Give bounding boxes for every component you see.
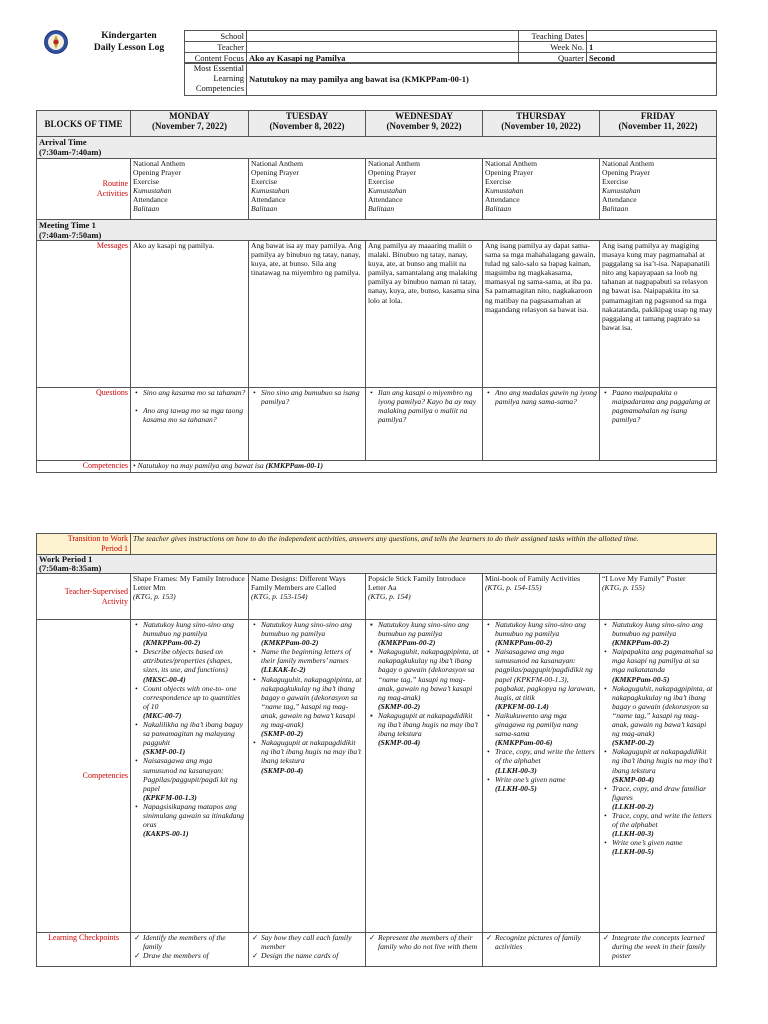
competency-item <box>612 684 714 748</box>
activity-monday <box>131 574 249 620</box>
routine-item: Kumustahan <box>602 186 641 196</box>
competency-text: Natutukoy kung sino-sino ang bumubuo ng pamilya <box>612 620 703 639</box>
competency-item <box>143 756 246 801</box>
competency-text: Write one’s given name <box>495 774 566 784</box>
mel-label-1: Most Essential <box>193 63 244 73</box>
message-tuesday: Ang bawat isa ay may pamilya. Ang pamilya ay binubuo ng tatay, nanay, kuya, ate, at bunso. Sila ang tinatawag na miyembro ng pamilya. <box>249 241 366 388</box>
competency-text: Trace, copy, and write the letters of the alphabet <box>612 810 712 830</box>
competency-item <box>495 647 597 711</box>
competency-item <box>378 620 480 647</box>
competency-text: Trace, copy, and draw familiar figures <box>612 783 707 802</box>
activity-friday <box>600 574 717 620</box>
routine-cell-tuesday <box>249 159 366 220</box>
day-header-monday <box>131 111 249 137</box>
competency-list <box>133 620 246 838</box>
activity-ref: (KTG, p. 153-154) <box>251 592 308 602</box>
competency-text: Trace, copy, and write the letters of the alphabet <box>495 747 595 766</box>
mel-label-2: Learning <box>213 73 244 83</box>
teacher-value <box>247 42 519 53</box>
day-name: MONDAY <box>169 111 210 121</box>
header-table-left <box>184 30 519 64</box>
question-item: • Ilan ang kasapi o miyembro ng iyong pamilya? Kayo ba ay may malaking pamilya o maliit na pamilya? <box>378 388 480 424</box>
competency-code: (SKMP-00-2) <box>378 701 421 711</box>
competency-item <box>612 647 714 683</box>
competency-text: Napagsisikapang matapos ang sinimulang gawain sa itinakdang oras <box>143 801 245 830</box>
competency-code: (SKMP-00-2) <box>261 729 304 739</box>
routine-item: Kumustahan <box>133 186 172 196</box>
competency-text: Naisasagawa ang mga sumusunod na kasanayan: pagpilas/paggupit/pagdidikit ng papel (KPKFM-00-1.3), pagbakat, pagkopya ng larawan, hugis, at titik <box>495 647 596 702</box>
work-time: (7:50am-8:35am) <box>39 563 102 573</box>
competency-code: (KMKPPam-00-5) <box>612 674 670 684</box>
tsa-label-2: Activity <box>101 596 128 606</box>
competency-code: (SKMP-00-4) <box>378 738 421 748</box>
activity-thursday <box>483 574 600 620</box>
activity-ref: (KTG, p. 153) <box>133 592 176 602</box>
title-line-1: Kindergarten <box>101 31 157 41</box>
routine-item: Attendance <box>251 195 286 205</box>
routine-cell-monday <box>131 159 249 220</box>
routine-item: Attendance <box>602 195 637 205</box>
checkpoint-item: ✓ Identify the members of the family <box>143 933 246 951</box>
competency-list <box>602 620 714 856</box>
routine-item: Balitaan <box>485 204 512 214</box>
week-no-label: Week No. <box>519 42 587 53</box>
competency-all-days: • Natutukoy na may pamilya ang bawat isa (KMKPPam-00-1) <box>131 461 717 473</box>
competency-code: (KMKPPam-00-6) <box>495 738 553 748</box>
routine-cell-wednesday <box>366 159 483 220</box>
competency-text: Nakagugupit at nakapagdidikit ng iba’t ibang hugis na may iba’t ibang tekstura <box>378 710 478 739</box>
activity-ref: (KTG, p. 154) <box>368 592 411 602</box>
competency-list <box>251 620 363 775</box>
activity-title: Name Designs: Different Ways Family Members are Called <box>251 574 346 593</box>
mel-label <box>185 63 247 96</box>
routine-label-2: Activities <box>96 189 128 198</box>
checkpoints-tuesday <box>249 933 366 967</box>
question-item: • Ano ang madalas gawin ng iyong pamilya nang sama-sama? <box>495 388 597 406</box>
routine-item: Attendance <box>368 195 403 205</box>
routine-item: National Anthem <box>602 159 655 168</box>
activity-title: Shape Frames: My Family Introduce Letter Mm <box>133 574 245 593</box>
competency-code: (SKMP-00-4) <box>261 765 304 775</box>
competency-code: (SKMP-00-4) <box>612 774 655 784</box>
page2-main-table <box>36 533 717 967</box>
routine-item: National Anthem <box>133 159 186 168</box>
competency-code: (KMKPPam-00-2) <box>261 638 319 648</box>
competency-item <box>495 620 597 647</box>
routine-item: Kumustahan <box>251 186 290 196</box>
checkpoint-item: ✓ Draw the members of <box>143 951 246 960</box>
routine-item: Opening Prayer <box>133 168 181 178</box>
competency-item <box>495 775 597 793</box>
competency-text: Nakagugupit at nakapagdidikit ng iba’t ibang hugis na may iba’t ibang tekstura <box>261 738 361 766</box>
competency-item <box>612 811 714 838</box>
competency-code: (KPKFM-00-1.4) <box>495 701 549 711</box>
transition-text: The teacher gives instructions on how to do the independent activities, answers any questions, and tells the learners to do their assigned tasks within the allotted time. <box>131 534 717 555</box>
tsa-label <box>37 574 131 620</box>
day-header-thursday <box>483 111 600 137</box>
teacher-label: Teacher <box>185 42 247 53</box>
meeting-time: (7:40am-7:50am) <box>39 230 102 240</box>
mel-label-3: Competencies <box>195 83 244 93</box>
message-friday: Ang isang pamilya ay magiging masaya kung may pagmamahal at paggalang sa isa’t-isa. Napapanatili nito ang kapayapaan sa loob ng tahanan at nagpapabuti sa relasyon ng bawat isa. Naipapakita ito sa pamamagitan ng pagsunod sa mga nakatatanda, pakikipag usap ng may paggalang at tamang pagtrato sa bawat isa. <box>600 241 717 388</box>
competency-item <box>612 747 714 783</box>
routine-label-1: Routine <box>102 179 128 188</box>
competency-code: (KMKPPam-00-1) <box>265 461 323 470</box>
questions-wednesday <box>366 388 483 461</box>
message-thursday: Ang isang pamilya ay dapat sama-sama sa mga mahahalagang gawain, tulad ng salo-salo sa hapag kainan, magsimba ng magkakasama, mamasyal ng sama-sama, at iba pa. Sa pamamagitan nito, nagkakaroon ng matibay na pagsasamahan at magandang relasyon sa bawat isa. <box>483 241 600 388</box>
teaching-dates-value <box>587 31 717 42</box>
activity-title: Mini-book of Family Activities <box>485 574 581 583</box>
competency-code: (LLKH-00-3) <box>495 765 537 775</box>
questions-monday <box>131 388 249 461</box>
competencies-tuesday <box>249 620 366 933</box>
competency-list <box>368 620 480 747</box>
competency-code: (KPKFM-00-1.3) <box>143 792 197 802</box>
activity-ref: (KTG, p. 155) <box>602 583 645 593</box>
checkpoint-item: ✓ Recognize pictures of family activities <box>495 933 597 951</box>
competency-code: (KAKPS-00-1) <box>143 829 189 839</box>
title-line-2: Daily Lesson Log <box>93 43 165 53</box>
activity-wednesday <box>366 574 483 620</box>
competency-item <box>612 838 714 856</box>
competency-item <box>261 647 363 674</box>
competency-code: (MKC-00-7) <box>143 710 182 720</box>
competency-item <box>143 720 246 756</box>
competency-code: (MKSC-00-4) <box>143 674 186 684</box>
checkpoint-item: ✓ Design the name cards of <box>261 951 363 960</box>
competency-code: (LLKH-00-5) <box>612 847 654 857</box>
meeting-time-row <box>37 220 717 241</box>
questions-tuesday <box>249 388 366 461</box>
arrival-time: (7:30am-7:40am) <box>39 147 102 157</box>
routine-cell-friday <box>600 159 717 220</box>
competency-item <box>495 711 597 747</box>
routine-item: Exercise <box>485 177 512 187</box>
day-header-wednesday <box>366 111 483 137</box>
competency-item <box>143 620 246 647</box>
message-wednesday: Ang pamilya ay maaaring maliit o malaki. Binubuo ng tatay, nanay, kuya, ate, at bunso ang maliit na pamilya, samantalang ang malaking pamilya ay binubuo naman ni tatay, nanay, kuya, ate, bunso, kasama sina lolo at lola. <box>366 241 483 388</box>
competency-item <box>143 647 246 683</box>
questions-friday <box>600 388 717 461</box>
question-item: • Sino sino ang bumubuo sa isang pamilya? <box>261 388 363 406</box>
routine-item: Exercise <box>133 177 160 187</box>
competencies-thursday <box>483 620 600 933</box>
routine-item: Kumustahan <box>368 186 407 196</box>
day-name: TUESDAY <box>285 111 329 121</box>
work-title: Work Period 1 <box>39 554 93 564</box>
competency-code: (LLKAK-Ic-2) <box>261 665 306 675</box>
quarter-label: Quarter <box>519 53 587 64</box>
competency-text: Name the beginning letters of their family members’ names <box>261 647 351 666</box>
competency-item <box>261 620 363 647</box>
mel-table <box>184 62 717 96</box>
routine-item: Attendance <box>485 195 520 205</box>
routine-item: Balitaan <box>251 204 278 214</box>
competency-code: (LLKH-00-3) <box>612 829 654 839</box>
competency-text: Natutukoy kung sino-sino ang bumubuo ng pamilya <box>378 620 469 639</box>
content-focus-value: Ako ay Kasapi ng Pamilya <box>247 53 519 64</box>
day-date: (November 11, 2022) <box>618 121 698 131</box>
competency-text: Nakalilikha ng iba’t ibang bagay sa pamamagitan ng malayang pagguhit <box>143 720 243 748</box>
competency-text: Naipapakita ang pagmamahal sa mga kasapi ng pamilya at sa mga nakatatanda <box>612 647 714 675</box>
competency-code: (LLKH-00-5) <box>495 783 537 793</box>
competency-item <box>378 711 480 747</box>
activity-tuesday <box>249 574 366 620</box>
routine-item: Opening Prayer <box>368 168 416 178</box>
competency-text: Nakaguguhit, nakapagpipinta, at nakapagkukulay ng iba’t ibang bagay o gawain (dekorasyon sa “name tag,” kasapi ng mag-anak, gawain ng bawa’t kasapi ng mag-anak) <box>612 683 713 739</box>
routine-item: Exercise <box>368 177 395 187</box>
competencies-monday <box>131 620 249 933</box>
week-no-value: 1 <box>587 42 717 53</box>
competency-text: Nakaguguhit, nakapagpipinta, at nakapagkukulay ng iba’t ibang bagay o gawain (dekorasyon sa “name tag,” kasapi ng mag-anak, gawain ng bawa’t kasapi ng mag-anak) <box>261 674 362 730</box>
routine-item: National Anthem <box>485 159 538 168</box>
routine-item: Exercise <box>251 177 278 187</box>
messages-label: Messages <box>37 241 131 388</box>
transition-label-1: Transition to Work <box>67 534 128 543</box>
tsa-label-1: Teacher-Supervised <box>64 586 128 596</box>
day-name: THURSDAY <box>516 111 566 121</box>
competencies-label: Competencies <box>37 461 131 473</box>
checkpoint-item: ✓ Say how they call each family member <box>261 933 363 951</box>
competency-code: (KMKPPam-00-2) <box>495 638 553 648</box>
competency-text: Write one’s given name <box>612 838 683 848</box>
competency-item <box>612 784 714 811</box>
checkpoints-friday <box>600 933 717 967</box>
blocks-of-time-header: BLOCKS OF TIME <box>37 111 131 137</box>
competency-code: (SKMP-00-1) <box>143 747 186 757</box>
competency-text: Count objects with one-to- one correspondence up to quantities of 10 <box>143 683 241 711</box>
competency-text: Nakagugupit at nakapagdidikit ng iba’t ibang hugis na may iba’t ibang tekstura <box>612 747 712 775</box>
competency-text: Nakaguguhit, nakapagpipinta, at nakapagkukulay ng iba’t ibang bagay o gawain (dekorasyon sa “name tag,” kasapi ng mag-anak, gawain ng bawa’t kasapi ng mag-anak) <box>378 647 479 702</box>
meeting-title: Meeting Time 1 <box>39 220 96 230</box>
competency-list <box>485 620 597 793</box>
routine-item: Opening Prayer <box>485 168 533 178</box>
competency-item <box>143 802 246 838</box>
competency-text: Describe objects based on attributes/properties (shapes, sizes, its use, and functions) <box>143 647 233 675</box>
routine-item: National Anthem <box>368 159 421 168</box>
work-period-row <box>37 555 717 574</box>
day-name: WEDNESDAY <box>395 111 453 121</box>
competency-code: (LLKH-00-2) <box>612 801 654 811</box>
competency-text: Natutukoy kung sino-sino ang bumubuo ng pamilya <box>261 620 352 639</box>
competency-code: (KMKPPam-00-2) <box>378 638 436 648</box>
day-header-tuesday <box>249 111 366 137</box>
question-item: • Ano ang tawag mo sa mga taong kasama mo sa tahanan? <box>143 406 246 424</box>
day-date: (November 9, 2022) <box>386 121 462 131</box>
checkpoint-item: ✓ Integrate the concepts learned during the week in their family poster <box>612 933 714 960</box>
competency-code: (SKMP-00-2) <box>612 738 655 748</box>
transition-label <box>37 534 131 555</box>
competency-text: Natutukoy na may pamilya ang bawat isa <box>137 461 264 470</box>
routine-label <box>37 159 131 220</box>
competency-item <box>495 747 597 774</box>
checkpoints-monday <box>131 933 249 967</box>
school-value <box>247 31 519 42</box>
checkpoints-thursday <box>483 933 600 967</box>
transition-label-2: Period 1 <box>101 544 128 553</box>
competency-code: (KMKPPam-00-2) <box>143 638 201 648</box>
questions-thursday <box>483 388 600 461</box>
competency-item <box>143 684 246 720</box>
school-label: School <box>185 31 247 42</box>
document-title <box>74 30 184 54</box>
arrival-title: Arrival Time <box>39 137 87 147</box>
competency-item <box>261 738 363 774</box>
p2-competencies-label: Competencies <box>37 620 131 933</box>
checkpoints-label: Learning Checkpoints <box>37 933 131 967</box>
page1-main-table <box>36 110 717 473</box>
checkpoint-item: ✓ Represent the members of their family who do not live with them <box>378 933 480 951</box>
competency-text: Natutukoy kung sino-sino ang bumubuo ng pamilya <box>495 620 586 639</box>
competency-code: (KMKPPam-00-2) <box>612 638 670 648</box>
routine-item: National Anthem <box>251 159 304 168</box>
routine-item: Kumustahan <box>485 186 524 196</box>
activity-title: “I Love My Family” Poster <box>602 574 686 583</box>
competency-text: Natutukoy kung sino-sino ang bumubuo ng pamilya <box>143 620 234 639</box>
quarter-value: Second <box>587 53 717 64</box>
day-header-friday <box>600 111 717 137</box>
routine-item: Opening Prayer <box>251 168 299 178</box>
questions-label: Questions <box>37 388 131 461</box>
competency-item <box>378 647 480 711</box>
routine-item: Opening Prayer <box>602 168 650 178</box>
arrival-time-row <box>37 137 717 159</box>
competencies-wednesday <box>366 620 483 933</box>
routine-item: Balitaan <box>602 204 629 214</box>
competency-text: Naikukuwento ang mga ginagawa ng pamilya nang sama-sama <box>495 710 578 739</box>
routine-item: Attendance <box>133 195 168 205</box>
message-monday: Ako ay kasapi ng pamilya. <box>131 241 249 388</box>
routine-cell-thursday <box>483 159 600 220</box>
question-item: • Paano maipapakita o maipadarama ang paggalang at pagmamahalan ng isang pamilya? <box>612 388 714 424</box>
content-focus-label: Content Focus <box>185 53 247 64</box>
teaching-dates-label: Teaching Dates <box>519 31 587 42</box>
mel-value: Natutukoy na may pamilya ang bawat isa (KMKPPam-00-1) <box>247 63 717 96</box>
day-date: (November 7, 2022) <box>151 121 228 131</box>
activity-ref: (KTG, p. 154-155) <box>485 583 542 593</box>
checkpoints-wednesday <box>366 933 483 967</box>
day-date: (November 10, 2022) <box>501 121 581 131</box>
activity-title: Popsicle Stick Family Introduce Letter Aa <box>368 574 466 593</box>
competencies-friday <box>600 620 717 933</box>
header-table-right <box>518 30 717 64</box>
competency-text: Naisasagawa ang mga sumusunod na kasanayan: Pagpilas/paggupit/pagdi kit ng papel <box>143 756 238 793</box>
day-date: (November 8, 2022) <box>269 121 345 131</box>
competency-item <box>612 620 714 647</box>
question-item: • Sino ang kasama mo sa tahanan? <box>143 388 246 397</box>
day-name: FRIDAY <box>640 111 676 121</box>
routine-item: Balitaan <box>368 204 395 214</box>
routine-item: Balitaan <box>133 204 160 214</box>
routine-item: Exercise <box>602 177 629 187</box>
deped-seal <box>44 30 68 54</box>
competency-item <box>261 675 363 739</box>
